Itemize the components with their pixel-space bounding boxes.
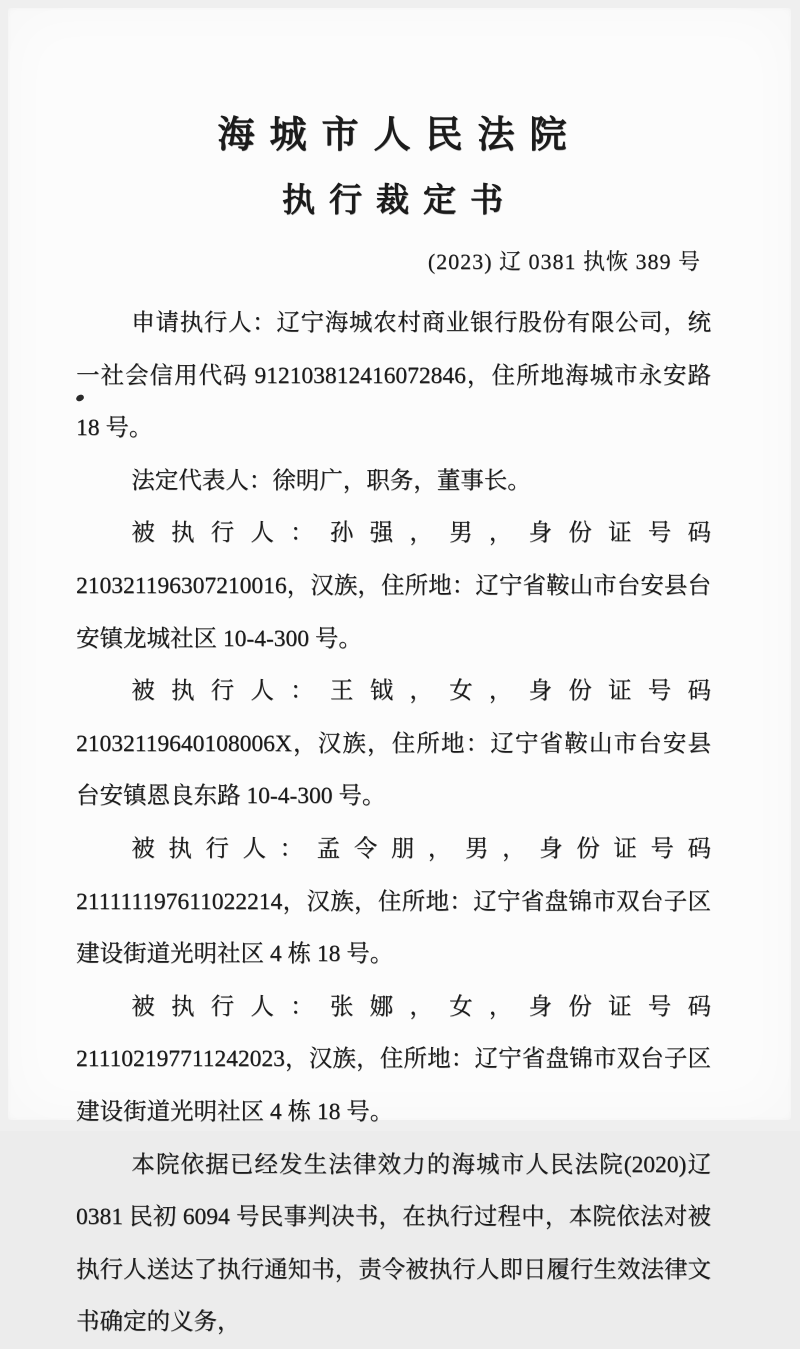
paragraph-legal-representative: 法定代表人：徐明广，职务，董事长。 [76, 455, 711, 508]
document-body [76, 297, 711, 1349]
document-title: 执行裁定书 [8, 174, 791, 221]
paragraph-ruling-basis: 本院依据已经发生法律效力的海城市人民法院(2020)辽 0381 民初 6094 号民事判决书，在执行过程中，本院依法对被执行人送达了执行通知书，责令被执行人即日履行生效法律文书确定的义务， [76, 1139, 711, 1349]
paragraph-respondent-1: 被执行人：孙强，男，身份证号码 210321196307210016，汉族，住所地：辽宁省鞍山市台安县台安镇龙城社区 10-4-300 号。 [76, 507, 711, 665]
case-number: (2023) 辽 0381 执恢 389 号 [8, 245, 701, 276]
court-name: 海城市人民法院 [8, 104, 791, 158]
paragraph-respondent-2: 被执行人：王钺，女，身份证号码 21032119640108006X，汉族，住所地：辽宁省鞍山市台安县台安镇恩良东路 10-4-300 号。 [76, 665, 711, 823]
document-page [8, 8, 791, 1120]
paragraph-respondent-4: 被执行人：张娜，女，身份证号码 211102197711242023，汉族，住所地：辽宁省盘锦市双台子区建设街道光明社区 4 栋 18 号。 [76, 981, 711, 1139]
paragraph-respondent-3: 被执行人：孟令朋，男，身份证号码 211111197611022214，汉族，住所地：辽宁省盘锦市双台子区建设街道光明社区 4 栋 18 号。 [76, 823, 711, 981]
paragraph-applicant: 申请执行人：辽宁海城农村商业银行股份有限公司，统一社会信用代码 912103812416072846，住所地海城市永安路 18 号。 [76, 297, 711, 455]
